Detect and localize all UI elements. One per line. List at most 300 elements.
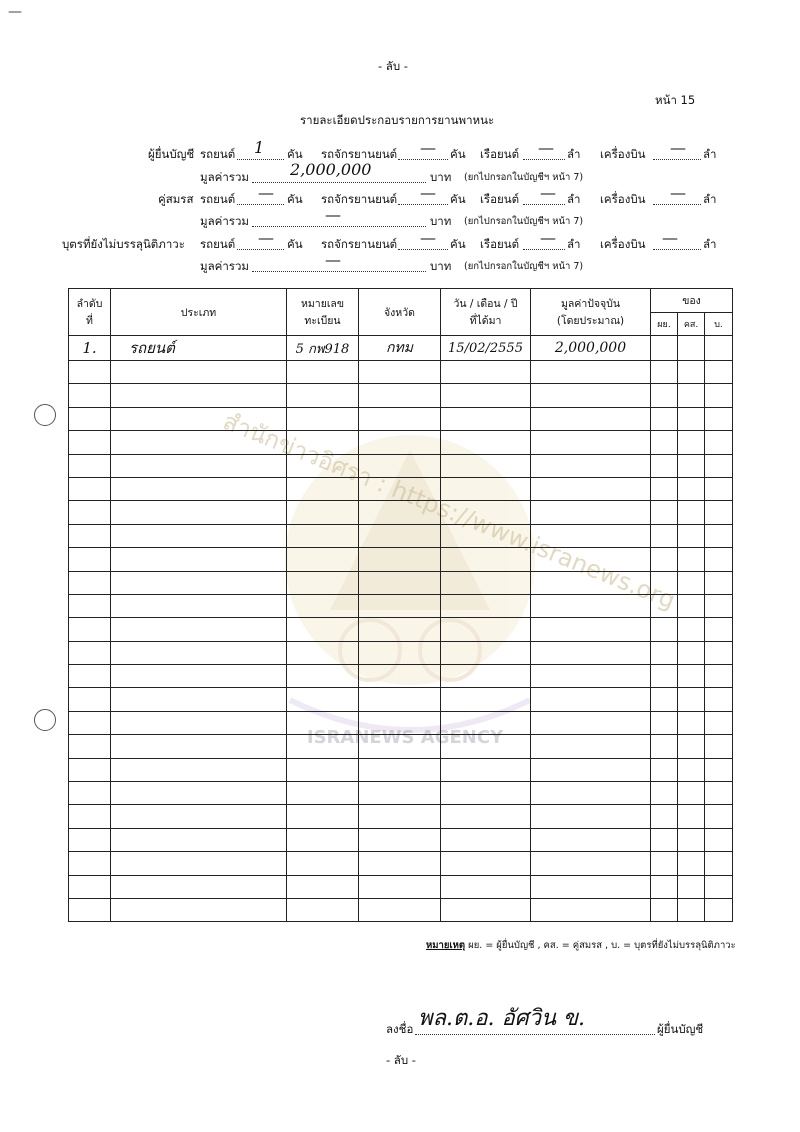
cell-owner-child [705,336,733,361]
col-date: วัน / เดือน / ปี ที่ได้มา [441,289,531,336]
table-cell-empty [359,524,441,547]
table-row-empty [69,665,733,688]
table-cell-empty [678,898,705,921]
table-cell-empty [651,711,678,734]
table-cell-empty [705,407,733,430]
table-cell-empty [287,758,359,781]
table-cell-empty [111,852,287,875]
table-cell-empty [441,641,531,664]
table-cell-empty [441,805,531,828]
table-cell-empty [359,618,441,641]
table-cell-empty [705,758,733,781]
table-cell-empty [441,454,531,477]
cell-owner-filer [651,336,678,361]
table-cell-empty [651,665,678,688]
table-row-empty [69,782,733,805]
table-cell-empty [705,688,733,711]
table-cell-empty [69,782,111,805]
child-moto-count: — [420,228,436,247]
table-row-empty [69,477,733,500]
table-cell-empty [531,454,651,477]
table-cell-empty [705,384,733,407]
child-car-unit: คัน [287,237,303,251]
cell-order: 1. [69,336,111,361]
table-cell-empty [531,852,651,875]
table-cell-empty [531,618,651,641]
col-value: มูลค่าปัจจุบัน (โดยประมาณ) [531,289,651,336]
table-cell-empty [678,571,705,594]
table-cell-empty [678,501,705,524]
table-cell-empty [287,711,359,734]
spouse-label: คู่สมรส [158,192,194,206]
spouse-car-count: — [258,183,274,202]
table-cell-empty [531,384,651,407]
sign-label: ลงชื่อ [386,1022,414,1036]
col-order: ลำดับ ที่ [69,289,111,336]
table-cell-empty [287,782,359,805]
table-cell-empty [69,828,111,851]
table-cell-empty [531,501,651,524]
table-cell-empty [69,454,111,477]
col-province: จังหวัด [359,289,441,336]
table-cell-empty [359,898,441,921]
table-cell-empty [287,805,359,828]
table-cell-empty [287,548,359,571]
table-cell-empty [111,384,287,407]
table-cell-empty [678,782,705,805]
table-row-empty [69,618,733,641]
table-cell-empty [69,407,111,430]
confidential-top: - ลับ - [378,59,408,73]
table-cell-empty [678,735,705,758]
cell-registration: 5 กพ918 [287,336,359,361]
table-cell-empty [359,384,441,407]
table-cell-empty [359,431,441,454]
table-cell-empty [531,782,651,805]
table-cell-empty [678,688,705,711]
filer-car-count: 1 [254,138,265,157]
table-cell-empty [69,594,111,617]
table-cell-empty [359,454,441,477]
table-cell-empty [678,618,705,641]
table-row [69,336,733,361]
spouse-boat-label: เรือยนต์ [480,192,520,206]
table-cell-empty [705,594,733,617]
table-cell-empty [705,852,733,875]
col-type: ประเภท [111,289,287,336]
table-cell-empty [678,477,705,500]
table-row-empty [69,407,733,430]
table-cell-empty [531,407,651,430]
table-cell-empty [287,898,359,921]
table-cell-empty [651,898,678,921]
filer-moto-count: — [420,138,436,157]
table-cell-empty [705,524,733,547]
table-cell-empty [651,431,678,454]
spouse-plane-unit: ลำ [703,192,717,206]
filer-plane-label: เครื่องบิน [600,147,646,161]
table-cell-empty [531,735,651,758]
table-cell-empty [441,548,531,571]
table-cell-empty [359,688,441,711]
table-cell-empty [359,735,441,758]
table-cell-empty [287,384,359,407]
table-cell-empty [69,361,111,384]
table-cell-empty [441,852,531,875]
table-cell-empty [705,501,733,524]
col-registration: หมายเลข ทะเบียน [287,289,359,336]
filer-boat-unit: ลำ [567,147,581,161]
scan-mark: — [8,4,22,20]
table-cell-empty [651,641,678,664]
table-cell-empty [441,735,531,758]
table-cell-empty [69,758,111,781]
table-cell-empty [359,477,441,500]
table-cell-empty [531,594,651,617]
table-cell-empty [441,688,531,711]
table-cell-empty [111,735,287,758]
table-row-empty [69,641,733,664]
table-cell-empty [69,641,111,664]
cell-province: กทม [359,336,441,361]
table-row-empty [69,711,733,734]
spouse-plane-count: — [670,183,686,202]
table-cell-empty [359,828,441,851]
table-cell-empty [705,875,733,898]
table-cell-empty [359,782,441,805]
table-cell-empty [359,665,441,688]
table-cell-empty [359,641,441,664]
table-row-empty [69,571,733,594]
table-cell-empty [287,594,359,617]
table-cell-empty [69,852,111,875]
table-cell-empty [705,641,733,664]
child-boat-label: เรือยนต์ [480,237,520,251]
table-cell-empty [441,758,531,781]
table-cell-empty [531,805,651,828]
filer-car-unit: คัน [287,147,303,161]
table-cell-empty [705,548,733,571]
cell-owner-spouse [678,336,705,361]
spouse-total-label: มูลค่ารวม [200,214,249,228]
table-cell-empty [651,501,678,524]
table-cell-empty [705,735,733,758]
col-owner-filer: ผย. [651,312,678,336]
child-total-label: มูลค่ารวม [200,259,249,273]
child-baht: บาท [430,259,452,273]
table-cell-empty [651,688,678,711]
table-cell-empty [678,665,705,688]
table-cell-empty [531,711,651,734]
table-cell-empty [705,618,733,641]
spouse-carry-note: (ยกไปกรอกในบัญชีฯ หน้า 7) [464,216,584,227]
table-cell-empty [69,711,111,734]
table-cell-empty [287,501,359,524]
table-cell-empty [441,665,531,688]
table-cell-empty [651,548,678,571]
table-cell-empty [69,548,111,571]
table-cell-empty [531,898,651,921]
cell-type: รถยนต์ [111,336,287,361]
table-row-empty [69,594,733,617]
child-plane-count: — [662,228,678,247]
table-cell-empty [441,501,531,524]
table-cell-empty [359,875,441,898]
filer-plane-unit: ลำ [703,147,717,161]
table-cell-empty [678,711,705,734]
table-cell-empty [111,688,287,711]
table-cell-empty [678,758,705,781]
table-cell-empty [705,361,733,384]
table-cell-empty [111,571,287,594]
child-boat-count: — [540,228,556,247]
child-car-count: — [258,228,274,247]
table-cell-empty [678,594,705,617]
table-row-empty [69,454,733,477]
signature: พล.ต.อ. อัศวิน ข. [418,1006,586,1031]
table-cell-empty [651,782,678,805]
table-cell-empty [111,665,287,688]
table-cell-empty [287,618,359,641]
table-cell-empty [651,407,678,430]
cell-value: 2,000,000 [531,336,651,361]
table-cell-empty [287,361,359,384]
table-cell-empty [359,407,441,430]
table-cell-empty [441,571,531,594]
spouse-boat-unit: ลำ [567,192,581,206]
table-cell-empty [678,548,705,571]
table-cell-empty [69,805,111,828]
table-row-empty [69,431,733,454]
table-cell-empty [287,735,359,758]
watermark-url: สำนักข่าวอิศรา : https://www.isranews.org [219,407,680,615]
table-cell-empty [705,431,733,454]
child-boat-unit: ลำ [567,237,581,251]
filer-moto-label: รถจักรยานยนต์ [321,147,398,161]
table-row-empty [69,384,733,407]
child-moto-unit: คัน [450,237,466,251]
spouse-total-value: — [325,205,341,224]
table-row-empty [69,828,733,851]
table-cell-empty [441,898,531,921]
filer-moto-unit: คัน [450,147,466,161]
table-row-empty [69,758,733,781]
table-row-empty [69,524,733,547]
table-cell-empty [359,852,441,875]
confidential-bottom: - ลับ - [386,1053,416,1067]
table-cell-empty [531,361,651,384]
table-cell-empty [678,361,705,384]
col-owner-spouse: คส. [678,312,705,336]
table-row-empty [69,688,733,711]
table-cell-empty [359,594,441,617]
table-cell-empty [69,665,111,688]
spouse-car-unit: คัน [287,192,303,206]
table-row-empty [69,852,733,875]
table-cell-empty [651,384,678,407]
table-cell-empty [678,875,705,898]
filer-label: ผู้ยื่นบัญชี [148,147,195,161]
table-cell-empty [441,782,531,805]
table-cell-empty [111,898,287,921]
table-cell-empty [287,641,359,664]
table-cell-empty [287,571,359,594]
table-cell-empty [705,711,733,734]
child-car-label: รถยนต์ [200,237,236,251]
table-cell-empty [531,875,651,898]
table-row-empty [69,501,733,524]
child-label: บุตรที่ยังไม่บรรลุนิติภาวะ [62,237,185,251]
table-cell-empty [705,782,733,805]
table-cell-empty [651,594,678,617]
child-carry-note: (ยกไปกรอกในบัญชีฯ หน้า 7) [464,261,584,272]
table-cell-empty [441,431,531,454]
table-cell-empty [678,431,705,454]
spouse-boat-count: — [540,183,556,202]
punch-hole-bottom [34,709,56,731]
table-cell-empty [678,852,705,875]
table-cell-empty [651,454,678,477]
table-cell-empty [359,758,441,781]
spouse-moto-label: รถจักรยานยนต์ [321,192,398,206]
table-cell-empty [705,805,733,828]
table-cell-empty [287,688,359,711]
spouse-moto-unit: คัน [450,192,466,206]
table-cell-empty [69,524,111,547]
filer-car-label: รถยนต์ [200,147,236,161]
table-cell-empty [287,477,359,500]
filer-total-value: 2,000,000 [290,160,372,179]
filer-baht: บาท [430,170,452,184]
table-cell-empty [111,805,287,828]
table-cell-empty [441,594,531,617]
table-cell-empty [359,501,441,524]
table-cell-empty [69,431,111,454]
table-cell-empty [651,852,678,875]
spouse-plane-label: เครื่องบิน [600,192,646,206]
table-cell-empty [69,384,111,407]
table-cell-empty [678,828,705,851]
table-cell-empty [651,477,678,500]
table-cell-empty [441,407,531,430]
table-cell-empty [69,898,111,921]
table-cell-empty [69,501,111,524]
table-row-empty [69,875,733,898]
table-cell-empty [441,477,531,500]
table-cell-empty [651,735,678,758]
table-cell-empty [651,524,678,547]
table-cell-empty [531,571,651,594]
table-cell-empty [678,454,705,477]
table-cell-empty [359,361,441,384]
table-cell-empty [111,454,287,477]
table-cell-empty [531,431,651,454]
remark-label: หมายเหตุ [426,940,466,951]
watermark-agency: ISRANEWS AGENCY [306,727,504,748]
table-cell-empty [651,571,678,594]
table-cell-empty [111,875,287,898]
table-cell-empty [111,758,287,781]
table-cell-empty [111,548,287,571]
table-cell-empty [705,828,733,851]
cell-date: 15/02/2555 [441,336,531,361]
page-title: รายละเอียดประกอบรายการยานพาหนะ [300,113,495,127]
table-cell-empty [111,407,287,430]
table-cell-empty [441,828,531,851]
table-cell-empty [69,618,111,641]
table-cell-empty [287,454,359,477]
table-cell-empty [651,875,678,898]
filer-boat-count: — [538,138,554,157]
table-cell-empty [69,875,111,898]
table-cell-empty [359,548,441,571]
table-cell-empty [531,665,651,688]
table-cell-empty [111,524,287,547]
table-cell-empty [651,618,678,641]
table-cell-empty [69,688,111,711]
table-cell-empty [287,407,359,430]
table-cell-empty [287,875,359,898]
table-cell-empty [441,875,531,898]
spouse-baht: บาท [430,214,452,228]
table-cell-empty [111,828,287,851]
table-cell-empty [111,641,287,664]
filer-total-label: มูลค่ารวม [200,170,249,184]
table-row-empty [69,548,733,571]
table-cell-empty [531,548,651,571]
spouse-moto-count: — [420,183,436,202]
table-cell-empty [678,407,705,430]
table-cell-empty [111,782,287,805]
filer-carry-note: (ยกไปกรอกในบัญชีฯ หน้า 7) [464,172,584,183]
table-cell-empty [705,477,733,500]
table-cell-empty [111,618,287,641]
table-cell-empty [678,384,705,407]
child-total-value: — [325,250,341,269]
table-cell-empty [287,524,359,547]
remark [426,938,736,953]
table-cell-empty [69,477,111,500]
table-cell-empty [69,735,111,758]
table-row-empty [69,898,733,921]
remark-text: ผย. = ผู้ยื่นบัญชี , คส. = คู่สมรส , บ. = บุตรที่ยังไม่บรรลุนิติภาวะ [468,940,736,951]
table-cell-empty [111,501,287,524]
table-cell-empty [441,711,531,734]
table-cell-empty [111,594,287,617]
table-cell-empty [111,477,287,500]
table-cell-empty [678,641,705,664]
table-cell-empty [287,828,359,851]
table-cell-empty [678,805,705,828]
table-cell-empty [531,828,651,851]
filer-plane-count: — [670,138,686,157]
sign-role: ผู้ยื่นบัญชี [657,1022,704,1036]
col-owner-child: บ. [705,312,733,336]
table-cell-empty [705,454,733,477]
table-cell-empty [359,571,441,594]
table-cell-empty [531,477,651,500]
table-cell-empty [287,431,359,454]
table-cell-empty [678,524,705,547]
table-cell-empty [651,758,678,781]
table-cell-empty [111,431,287,454]
table-cell-empty [531,641,651,664]
filer-boat-label: เรือยนต์ [480,147,520,161]
child-plane-label: เครื่องบิน [600,237,646,251]
child-moto-label: รถจักรยานยนต์ [321,237,398,251]
col-owner: ของ [651,289,733,313]
table-cell-empty [651,828,678,851]
